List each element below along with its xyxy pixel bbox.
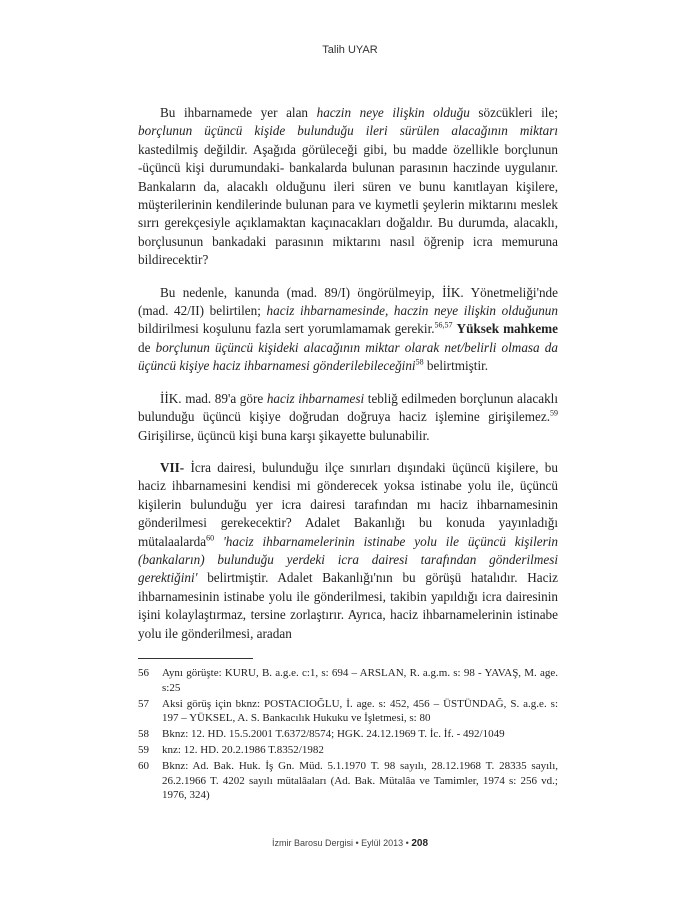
journal-name: İzmir Barosu Dergisi • Eylül 2013 • <box>271 838 409 848</box>
footnote-text: Aksi görüş için bknz: POSTACIOĞLU, İ. age. s: 452, 456 – ÜSTÜNDAĞ, S. a.g.e. s: 197 – YÜKSEL, A. S. Bankacılık Hukuku ve İşletmesi, s: 80 <box>162 697 558 725</box>
paragraph-4 <box>138 459 558 643</box>
text-span: de <box>138 339 156 355</box>
footnote-text: Aynı görüşte: KURU, B. a.g.e. c:1, s: 694 – ARSLAN, R. a.g.m. s: 98 - YAVAŞ, M. age. s:25 <box>162 667 558 694</box>
footnote-text: Bknz: 12. HD. 15.5.2001 T.6372/8574; HGK. 24.12.1969 T. İc. İf. - 492/1049 <box>162 728 505 741</box>
footnote-ref[interactable]: 60 <box>206 533 215 543</box>
footnote <box>138 759 558 803</box>
footnote-number: 57 <box>138 697 149 710</box>
footnote-text: Bknz: Ad. Bak. Huk. İş Gn. Müd. 5.1.1970 T. 98 sayılı, 28.12.1968 T. 28335 sayılı, 26.2.1966 T. 4202 sayılı mütalâaları (Ad. Bak. Mütalâa ve Tamimler, 1974 s: 256 vd.; 1976, 324) <box>162 759 558 802</box>
text-span: İİK. mad. 89'a göre <box>160 390 267 406</box>
text-span: tebliğ edilmeden borçlunun alacaklı bulunduğu üçüncü kişiye doğrudan doğruya haciz işlemine girişilemez. <box>138 390 558 425</box>
footnote <box>138 727 558 742</box>
footnote-ref[interactable]: 59 <box>550 408 558 418</box>
page-number: 208 <box>411 838 429 849</box>
text-span: bildirilmesi koşulunu fazla sert yorumlamamak gerekir. <box>138 321 435 337</box>
italic-span: haciz ihbarnamesi <box>266 390 365 406</box>
italic-span: haciz ihbarnamesinde, haczin neye ilişkin olduğunun <box>266 303 558 319</box>
footnote-number: 59 <box>138 743 149 756</box>
footnote-ref[interactable]: 58 <box>415 357 424 367</box>
footnote-number: 60 <box>138 759 149 772</box>
footnote <box>138 697 558 727</box>
text-span: sözcükleri ile; <box>469 105 558 120</box>
running-footer <box>0 838 700 849</box>
footnote <box>138 666 558 696</box>
text-span: kastedilmiş değildir. Aşağıda görüleceği gibi, bu madde özellikle borçlunun -üçüncü kişi durumundaki- bankalarda bulunan parasının haczinde uygulanır. Bankaların da, alacaklı olduğunu ileri süren ve bunu kanıtlayan kişilere, müşterilerinin kendilerinde bulunan para ve kıymetli şeylerin miktarını meslek sırrı gerekçesiyle açıklamaktan kaçınacakları doğaldır. Bu durumda, alacaklı, borçlusunun bankadaki parasının miktarını nasıl öğrenip icra memuruna bildirecektir? <box>138 141 558 268</box>
section-number: VII- <box>160 459 185 475</box>
footnote-number: 58 <box>138 728 149 741</box>
main-text <box>138 104 558 657</box>
text-span: Girişilirse, üçüncü kişi buna karşı şikayette bulunabilir. <box>138 427 430 443</box>
text-span: belirtmiştir. <box>423 358 489 374</box>
bold-span: Yüksek mahkeme <box>456 321 559 337</box>
paragraph-2 <box>138 284 558 376</box>
italic-span: haczin neye ilişkin olduğu <box>316 105 470 120</box>
footnote <box>138 743 558 758</box>
italic-span: borçlunun üçüncü kişide bulunduğu ileri sürülen alacağının miktarı <box>138 123 558 139</box>
footnote-number: 56 <box>138 667 149 679</box>
paragraph-1 <box>138 104 558 270</box>
italic-span: borçlunun üçüncü kişideki alacağının miktar olarak net/belirli olmasa da üçüncü kişiye haciz ihbarnamesi gönderilebileceğini <box>138 339 558 374</box>
paragraph-3 <box>138 390 558 445</box>
text-span: belirtmiştir. Adalet Bakanlığı'nın bu görüşü hatalıdır. Haciz ihbarnamesinin istinabe yolu ile gönderilmesi, takibin yapıldığı icra dairesinin işini kolaylaştırmaz, tersine zorlaştırır. Ayrıca, haciz ihbarnamelerinin istinabe yolu ile gönderilmesi, aradan <box>138 570 558 641</box>
text-span: Bu ihbarnamede yer alan <box>160 105 317 120</box>
running-header: Talih UYAR <box>322 44 378 56</box>
italic-span: 'haciz ihbarnamelerinin istinabe yolu ile üçüncü kişilerin (bankaların) bulunduğu yerdeki icra dairesi tarafından gönderilmesi gerektiğini' <box>138 533 558 586</box>
footnote-text: knz: 12. HD. 20.2.1986 T.8352/1982 <box>162 743 324 756</box>
footnote-ref[interactable]: 56,57 <box>434 321 453 331</box>
text-span: İcra dairesi, bulunduğu ilçe sınırları dışındaki üçüncü kişilere, bu haciz ihbarnamesini kendisi mi gönderecek yoksa istinabe yolu ile, üçüncü kişilerin bulunduğu yer icra dairesi tarafından mı haciz ihbarnamesinin gönderilmesi gerekecektir? Adalet Bakanlığı bu konuda yayınladığı mütalaalarda <box>138 459 558 549</box>
text-span: Bu nedenle, kanunda (mad. 89/I) öngörülmeyip, İİK. Yönetmeliği'nde (mad. 42/II) belirtilen; <box>138 284 558 319</box>
footnote-divider <box>138 658 253 659</box>
footnotes <box>138 666 558 804</box>
